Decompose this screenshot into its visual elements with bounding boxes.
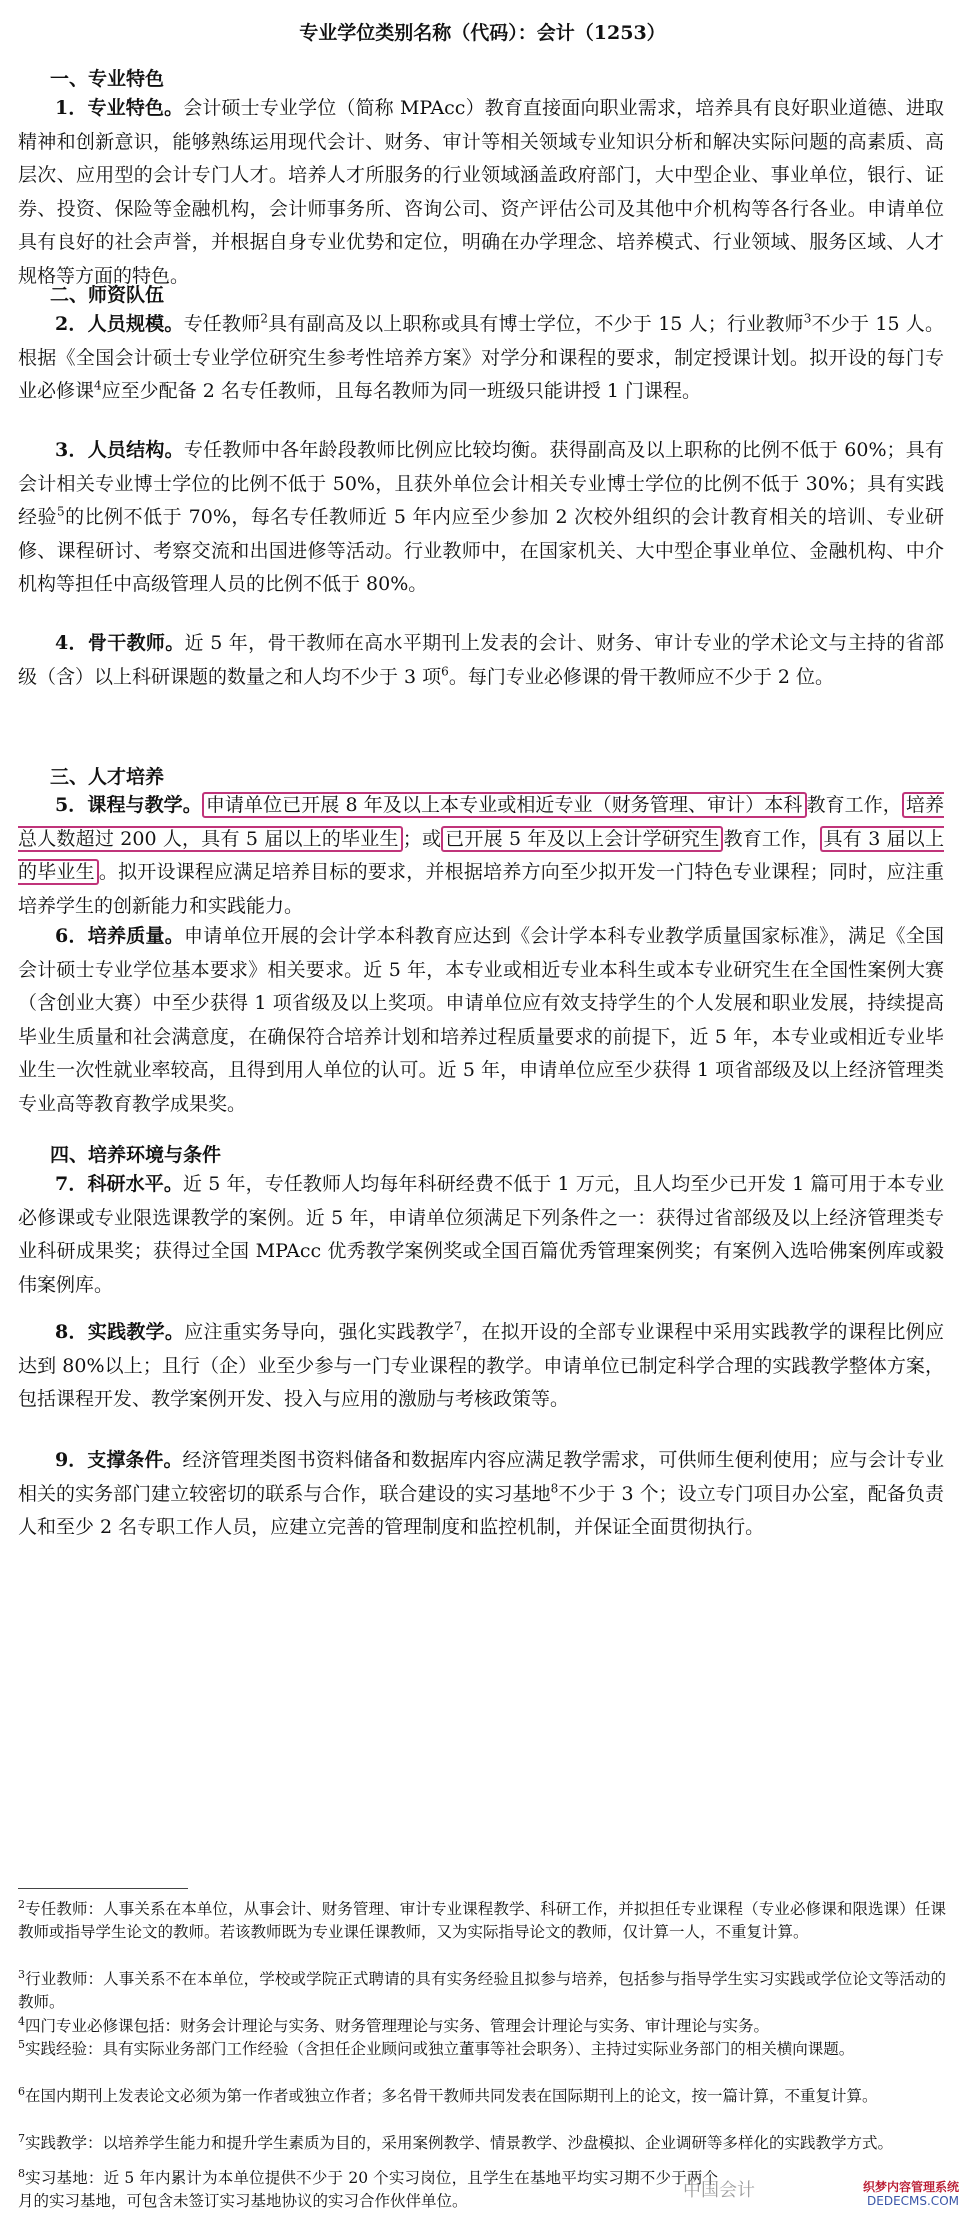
paragraph-4 [18,627,944,694]
paragraph-2-label: 2．人员规模。 [55,313,184,335]
watermark-badge [759,2180,959,2208]
footnote-ref: 8 [550,1481,559,1496]
footnote-text: 实践教学：以培养学生能力和提升学生素质为目的，采用案例教学、情景教学、沙盘模拟、企业调研等多样化的实践教学方式。 [25,2134,894,2152]
section-heading-faculty: 二、师资队伍 [50,284,165,306]
paragraph-4-text-b: 。每门专业必修课的骨干教师应不少于 2 位。 [448,665,834,688]
paragraph-6-label: 6．培养质量。 [55,925,184,947]
footnote-7 [18,2132,946,2155]
paragraph-5-text-4: 。拟开设课程应满足培养目标的要求，并根据培养方向至少拟开发一门特色专业课程；同时，应注重培养学生的创新能力和实践能力。 [18,861,944,917]
footnote-text: 专任教师：人事关系在本单位，从事会计、财务管理、审计专业课程教学、科研工作，并拟担任专业课程（专业必修课和限选课）任课教师或指导学生论文的教师。若该教师既为专业课任课教师，又为实际指导论文的教师，仅计算一人，不重复计算。 [18,1900,946,1941]
paragraph-7-text: 近 5 年，专任教师人均每年科研经费不低于 1 万元，且人均至少已开发 1 篇可用于本专业必修课或专业限选课教学的案例。近 5 年，申请单位须满足下列条件之一：获得过省部级及以上经济管理类专业科研成果奖；获得过全国 MPAcc 优秀教学案例奖或全国百篇优秀管理案例奖；有案例入选哈佛案例库或毅伟案例库。 [18,1173,944,1296]
paragraph-5-text-1: 教育工作， [806,794,902,816]
highlight-box-4: 具有 3 届以上的毕业生 [18,827,944,883]
section-heading-features: 一、专业特色 [50,68,165,90]
paragraph-4-text-a: 近 5 年，骨干教师在高水平期刊上发表的会计、财务、审计专业的学术论文与主持的省部级（含）以上科研课题的数量之和人均不少于 3 项 [18,632,944,688]
footnote-number: 7 [18,2131,25,2145]
footnote-ref: 7 [454,1319,462,1334]
footnote-ref: 4 [94,378,102,393]
highlight-box-3: 已开展 5 年及以上会计学研究生 [441,826,723,852]
paragraph-2 [18,308,944,409]
paragraph-5-text-3: 教育工作， [723,827,820,850]
paragraph-6-text: 申请单位开展的会计学本科教育应达到《会计学本科专业教学质量国家标准》，满足《全国会计硕士专业学位基本要求》相关要求。近 5 年，本专业或相近专业本科生或本专业研究生在全国性案例大赛（含创业大赛）中至少获得 1 项省级及以上奖项。申请单位应有效支持学生的个人发展和职业发展，持续提高毕业生质量和社会满意度，在确保符合培养计划和培养过程质量要求的前提下，近 5 年，本专业或相近专业毕业生一次性就业率较高，且得到用人单位的认可。近 5 年，申请单位应至少获得 1 项省部级及以上经济管理类专业高等教育教学成果奖。 [18,925,944,1115]
footnote-ref: 3 [803,311,812,326]
document-title: 专业学位类别名称（代码）：会计（1253） [299,22,666,44]
footnote-2 [18,1898,946,1944]
highlight-box-2: 培养总人数超过 200 人，具有 5 届以上的毕业生 [18,794,944,850]
paragraph-8-label: 8．实践教学。 [55,1321,185,1343]
highlight-box-1: 申请单位已开展 8 年及以上本专业或相近专业（财务管理、审计）本科 [202,792,807,818]
footnote-number: 3 [18,1967,25,1981]
footnote-5 [18,2038,946,2061]
section-heading-environment: 四、培养环境与条件 [50,1144,222,1166]
paragraph-2-text-d: 应至少配备 2 名专任教师，且每名教师为同一班级只能讲授 1 门课程。 [101,380,701,402]
paragraph-3-text-b: 的比例不低于 70%，每名专任教师近 5 年内应至少参加 2 次校外组织的会计教育相关的培训、专业研修、课程研讨、考察交流和出国进修等活动。行业教师中，在国家机关、大中型企事业单位、金融机构、中介机构等担任中高级管理人员的比例不低于 80%。 [18,506,944,595]
footnote-number: 5 [18,2037,25,2051]
footnote-4 [18,2015,946,2038]
paragraph-8-text-b: ，在拟开设的全部专业课程中采用实践教学的课程比例应达到 80%以上；且行（企）业至少参与一门专业课程的教学。申请单位已制定科学合理的实践教学整体方案，包括课程开发、教学案例开发、投入与应用的激励与考核政策等。 [18,1321,944,1410]
section-heading-training: 三、人才培养 [50,766,165,788]
footnote-number: 8 [18,2166,25,2180]
paragraph-1-label: 1．专业特色。 [55,97,184,119]
paragraph-7-label: 7．科研水平。 [55,1173,183,1195]
paragraph-4-label: 4．骨干教师。 [55,632,185,654]
footnote-number: 6 [18,2084,25,2098]
footnote-number: 4 [18,2014,25,2028]
paragraph-7 [18,1168,944,1302]
footnote-text: 四门专业必修课包括：财务会计理论与实务、财务管理理论与实务、管理会计理论与实务、审计理论与实务。 [25,2017,770,2035]
footnote-3 [18,1968,946,2014]
paragraph-9-label: 9．支撑条件。 [55,1449,183,1471]
paragraph-1-text: 会计硕士专业学位（简称 MPAcc）教育直接面向职业需求，培养具有良好职业道德、进取精神和创新意识，能够熟练运用现代会计、财务、审计等相关领域专业知识分析和解决实际问题的高素质、高层次、应用型的会计专门人才。培养人才所服务的行业领域涵盖政府部门，大中型企业、事业单位，银行、证券、投资、保险等金融机构，会计师事务所、咨询公司、资产评估公司及其他中介机构等各行各业。申请单位具有良好的社会声誉，并根据自身专业优势和定位，明确在办学理念、培养模式、行业领域、服务区域、人才规格等方面的特色。 [18,97,944,287]
paragraph-3 [18,434,944,602]
footnote-text: 实习基地：近 5 年内累计为本单位提供不少于 20 个实习岗位，且学生在基地平均实习期不少于两个月的实习基地，可包含未签订实习基地协议的实习合作伙伴单位。 [18,2169,718,2210]
footnote-ref: 2 [260,311,268,326]
paragraph-2-text-c: 不少于 15 人。根据《全国会计硕士专业学位研究生参考性培养方案》对学分和课程的要求，制定授课计划。拟开设的每门专业必修课 [18,313,944,402]
footnote-ref: 5 [57,504,65,519]
footnote-divider [18,1888,188,1889]
paragraph-6 [18,920,944,1121]
paragraph-2-text-b: 具有副高及以上职称或具有博士学位，不少于 15 人；行业教师 [267,313,804,335]
watermark-text: 中国会计 [683,2180,755,2201]
footnote-text: 实践经验：具有实际业务部门工作经验（含担任企业顾问或独立董事等社会职务）、主持过实际业务部门的相关横向课题。 [25,2040,855,2058]
footnote-number: 2 [18,1897,25,1911]
paragraph-3-text-a: 专任教师中各年龄段教师比例应比较均衡。获得副高及以上职称的比例不低于 60%；具有会计相关专业博士学位的比例不低于 50%，且获外单位会计相关专业博士学位的比例不低于 30%；具有实践经验 [18,439,944,528]
watermark-badge-line-1: 织梦内容管理系统 [862,2180,959,2194]
paragraph-3-label: 3．人员结构。 [55,439,184,461]
paragraph-5-text-2: ；或 [402,827,442,850]
paragraph-5-label: 5．课程与教学。 [55,794,202,816]
footnote-8 [18,2167,718,2213]
footnote-text: 行业教师：人事关系不在本单位，学校或学院正式聘请的具有实务经验且拟参与培养，包括参与指导学生实习实践或学位论文等活动的教师。 [18,1970,946,2011]
footnote-text: 在国内期刊上发表论文必须为第一作者或独立作者；多名骨干教师共同发表在国际期刊上的论文，按一篇计算，不重复计算。 [25,2087,878,2105]
paragraph-1 [18,92,944,293]
paragraph-8-text-a: 应注重实务导向，强化实践教学 [184,1321,455,1343]
paragraph-8 [18,1316,944,1417]
paragraph-5 [18,789,944,923]
paragraph-9-text-a: 经济管理类图书资料储备和数据库内容应满足教学需求，可供师生便利使用；应与会计专业相关的实务部门建立较密切的联系与合作，联合建设的实习基地 [18,1449,944,1505]
footnote-6 [18,2085,946,2108]
paragraph-2-text-a: 专任教师 [183,313,261,335]
paragraph-9-text-b: 不少于 3 个；设立专门项目办公室，配备负责人和至少 2 名专职工作人员，应建立完善的管理制度和监控机制，并保证全面贯彻执行。 [18,1482,944,1538]
paragraph-9 [18,1444,944,1545]
footnote-ref: 6 [441,664,449,679]
watermark-badge-line-2: DEDECMS.COM [867,2194,959,2208]
